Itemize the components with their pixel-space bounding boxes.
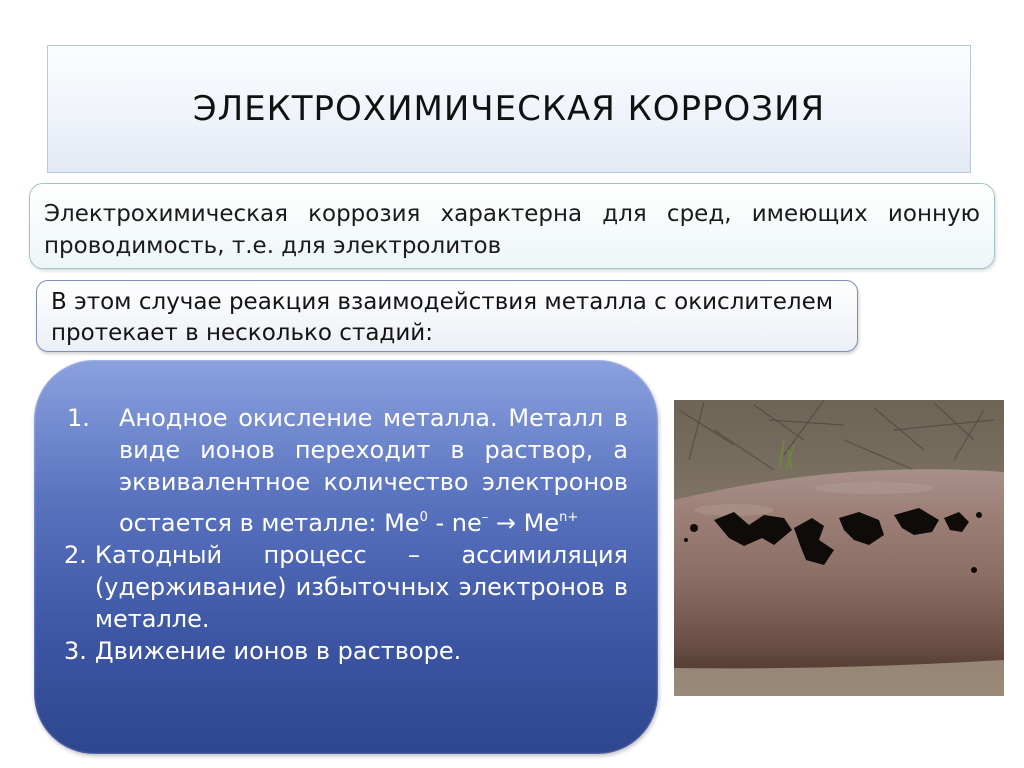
formula-part: → Me: [488, 509, 560, 537]
formula-part: - ne: [427, 509, 482, 537]
pipe-image: [674, 400, 1004, 696]
step-2: [64, 539, 628, 635]
step-3: [64, 635, 628, 667]
step-number: 3.: [64, 637, 87, 665]
step-1-formula: [384, 502, 578, 539]
formula-sup: n+: [559, 510, 579, 525]
stages-intro-box: [36, 280, 858, 352]
slide-title: ЭЛЕКТРОХИМИЧЕСКАЯ КОРРОЗИЯ: [192, 89, 826, 129]
corroded-pipe-photo: [674, 400, 1004, 696]
title-box: [47, 45, 971, 173]
intro-box: [29, 183, 995, 269]
step-text: [119, 402, 628, 539]
step-1-text: Анодное окисление металла. Металл в виде ионов переходит в раствор, а эквивалентное количество электронов остается в металле:: [119, 404, 628, 537]
steps-box: [34, 360, 658, 754]
formula-sup: –: [481, 510, 489, 525]
intro-text: Электрохимическая коррозия характерна для сред, имеющих ионную проводимость, т.е. для электролитов: [44, 201, 980, 259]
step-1: [64, 402, 628, 539]
step-3-text: Движение ионов в растворе.: [94, 637, 462, 665]
formula-sup: 0: [419, 510, 428, 525]
step-number: 2.: [64, 541, 87, 569]
step-2-text: Катодный процесс – ассимиляция (удерживание) избыточных электронов в металле.: [94, 541, 628, 633]
step-number: 1.: [67, 404, 90, 432]
formula-part: Me: [384, 509, 420, 537]
stages-intro-text: В этом случае реакция взаимодействия металла с окислителем протекает в несколько стадий:: [51, 289, 834, 346]
